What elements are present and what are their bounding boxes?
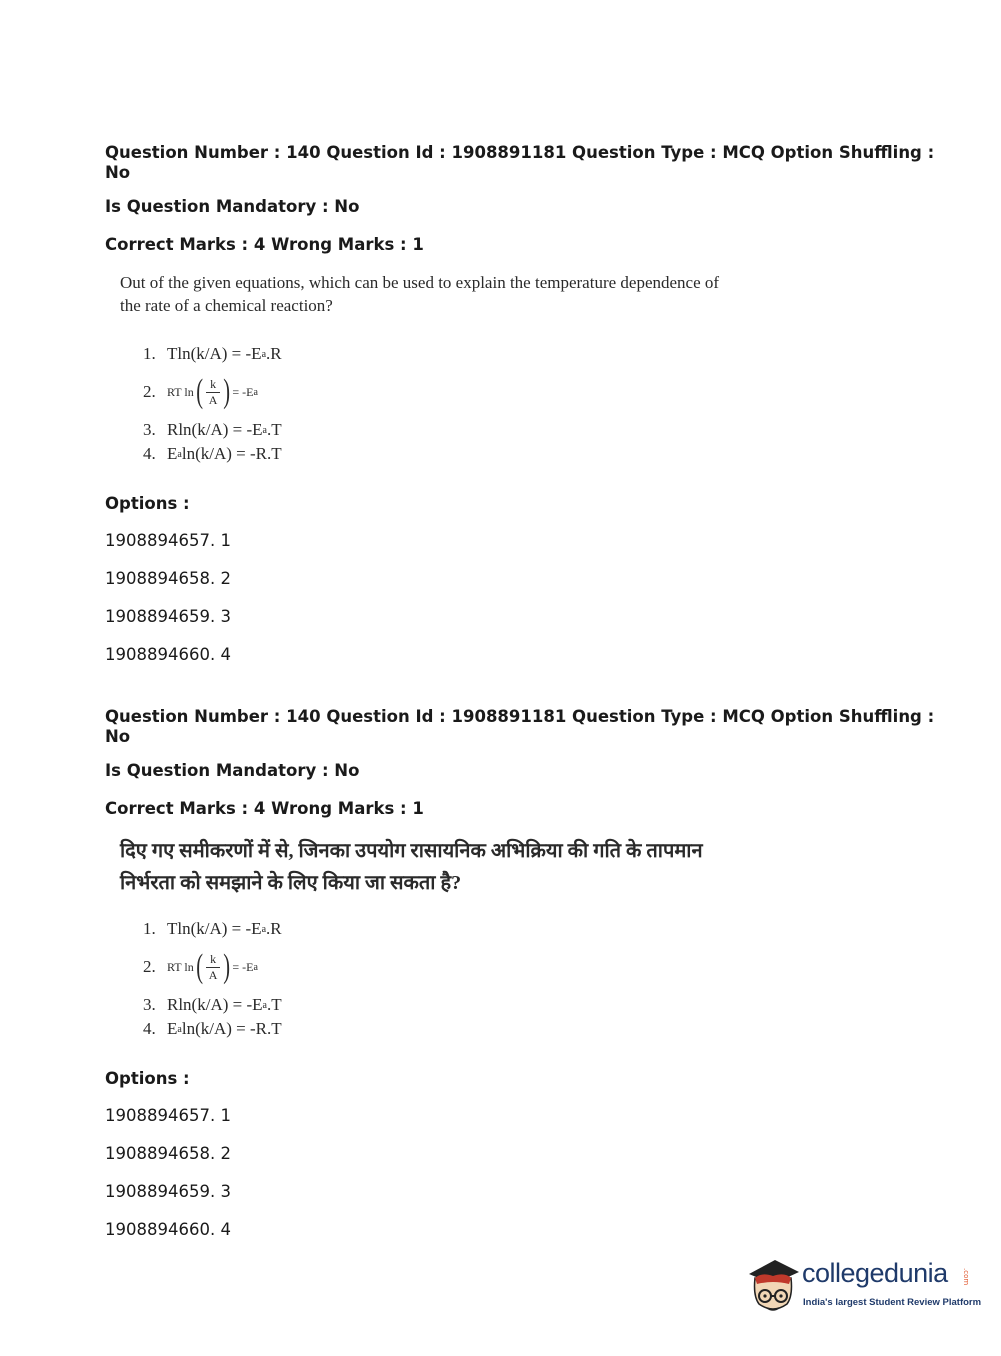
option-3: 1908894659. 3: [105, 607, 231, 626]
equation-list: [143, 342, 965, 466]
option-1: 1908894657. 1: [105, 1106, 231, 1125]
equation-4: 4. E a ln(k/A) = -R.T: [143, 444, 282, 463]
option-3: 1908894659. 3: [105, 1182, 231, 1201]
question-block-hindi: [105, 707, 965, 1240]
option-4: 1908894660. 4: [105, 1220, 231, 1239]
logo-tagline: India's largest Student Review Platform: [803, 1297, 982, 1308]
mascot-icon: [745, 1252, 801, 1320]
question-text: दिए गए समीकरणों में से, जिनका उपयोग रासायनिक अभिक्रिया की गति के तापमान निर्भरता को समझाने के लिए किया जा सकता है?: [120, 840, 703, 894]
question-text: Out of the given equations, which can be used to explain the temperature dependence of the rate of a chemical reaction?: [120, 273, 720, 315]
equation-3: 3. Rln(k/A) = -E a .T: [143, 995, 282, 1014]
collegedunia-logo: [745, 1252, 982, 1322]
equation-list: [143, 917, 965, 1041]
mandatory-line: Is Question Mandatory : No: [105, 197, 360, 216]
question-block-english: [105, 143, 965, 665]
equation-2: 2. RT ln ( $\frac{k}{A}$ ) = -E a: [143, 948, 258, 985]
equation-1: 1. Tln(k/A) = -E a .R: [143, 919, 282, 938]
marks-line: Correct Marks : 4 Wrong Marks : 1: [105, 799, 424, 818]
equation-3: 3. Rln(k/A) = -E a .T: [143, 420, 282, 439]
equation-4: 4. E a ln(k/A) = -R.T: [143, 1019, 282, 1038]
mandatory-line: Is Question Mandatory : No: [105, 761, 360, 780]
logo-dotcom: .com: [962, 1268, 970, 1286]
marks-line: Correct Marks : 4 Wrong Marks : 1: [105, 235, 424, 254]
option-2: 1908894658. 2: [105, 1144, 231, 1163]
question-meta: Question Number : 140 Question Id : 1908891181 Question Type : MCQ Option Shuffling : No: [105, 143, 935, 182]
option-2: 1908894658. 2: [105, 569, 231, 588]
option-4: 1908894660. 4: [105, 645, 231, 664]
options-label: Options :: [105, 1069, 190, 1088]
option-1: 1908894657. 1: [105, 531, 231, 550]
question-meta: Question Number : 140 Question Id : 1908891181 Question Type : MCQ Option Shuffling : No: [105, 707, 935, 746]
logo-wordmark: collegedunia: [802, 1258, 948, 1288]
equation-1: 1. Tln(k/A) = -E a .R: [143, 344, 282, 363]
options-label: Options :: [105, 494, 190, 513]
equation-2: 2. RT ln ( $\frac{k}{A}$ ) = -E a: [143, 373, 258, 410]
